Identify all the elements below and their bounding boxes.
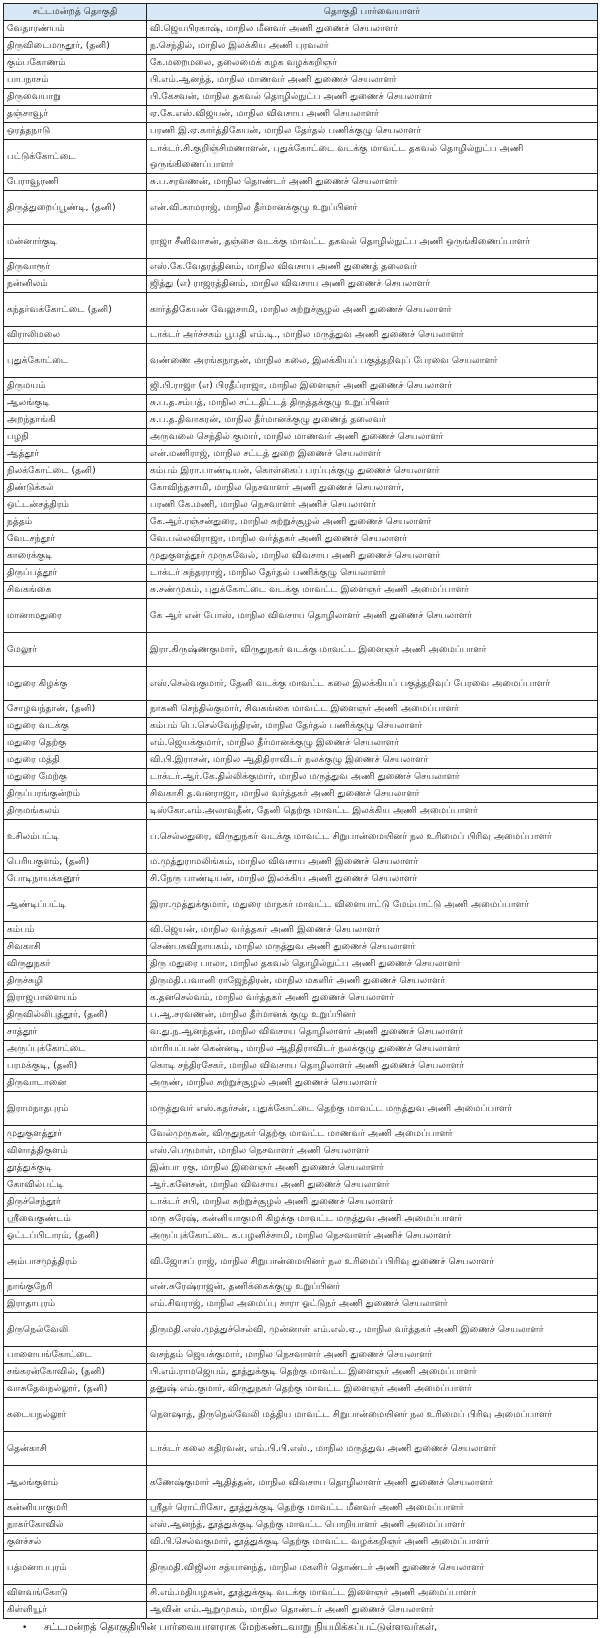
constituency-cell: தஞ்சாவூர் <box>4 106 147 123</box>
footnote-text: சட்டமன்றத் தொகுதியின் பார்வையாளராக மேற்கண்டவாறு நியமிக்கப்பட்டுள்ளவர்கள், <box>44 1622 438 1633</box>
constituency-cell: பாபநாசம் <box>4 72 147 89</box>
constituency-cell: திண்டுக்கல் <box>4 480 147 497</box>
table-row <box>4 531 598 548</box>
constituency-cell: ஆலங்குளம் <box>4 1466 147 1500</box>
table-row <box>4 1347 598 1364</box>
observer-cell: வே.பல்லவிராஜா, மாநில வர்த்தகர் அணி துணைச் செயலாளர் <box>147 531 598 548</box>
table-row <box>4 973 598 990</box>
constituency-cell: ஸ்ரீவைகுண்டம் <box>4 1211 147 1228</box>
constituency-cell: விருதுநகர் <box>4 956 147 973</box>
table-row <box>4 769 598 786</box>
table-row <box>4 123 598 140</box>
table-row <box>4 1177 598 1194</box>
constituency-cell: திருமயம் <box>4 378 147 395</box>
table-row <box>4 1143 598 1160</box>
table-row <box>4 854 598 871</box>
table-row <box>4 1534 598 1551</box>
header-constituency: சட்டமன்றத் தொகுதி <box>4 4 147 21</box>
constituency-cell: முதுகுளத்தூர் <box>4 1126 147 1143</box>
constituency-cell: பட்டுக்கோட்டை <box>4 140 147 174</box>
observer-cell: ஆர்.கனேசன், மாநில விவசாய அணி துணைச் செயலாளர் <box>147 1177 598 1194</box>
constituency-cell: மதுரை மத்தி <box>4 752 147 769</box>
constituency-cell: பெரியகுளம், (தனி) <box>4 854 147 871</box>
table-row <box>4 1432 598 1466</box>
constituency-cell: சிவகங்கை <box>4 582 147 599</box>
constituency-cell: கோவில்பட்டி <box>4 1177 147 1194</box>
observer-cell: இன்பா ரகு, மாநில இளைஞர் அணி துணைச் செயலாளர் <box>147 1160 598 1177</box>
table-row <box>4 1381 598 1398</box>
constituency-cell: நன்னிலம் <box>4 276 147 293</box>
observer-cell: எஸ்.ஆனந்த், தூத்துக்குடி தெற்கு மாவட்ட பொறியாளர் அணி அமைப்பாளர் <box>147 1517 598 1534</box>
observer-cell: என்.வி.காமராஜ், மாநில தீர்மானக்குழு உறுப்பினர் <box>147 191 598 225</box>
observer-cell: வி.ஜெயபிரகாஷ், மாநில மீனவர் அணி துணைச் செயலாளர் <box>147 21 598 38</box>
constituency-cell: பழநி <box>4 429 147 446</box>
observer-cell: கொடி சந்திரசேகர், மாநில விவசாய தொழிலாளர் அணி துணைச் செயலாளர் <box>147 1058 598 1075</box>
observer-cell: அருண், மாநில சுற்றுச்சூழல் அணி துணைச் செயலாளர் <box>147 1075 598 1092</box>
observer-cell: வி.ஜெயன், மாநில வர்த்தகர் அணி இணைச் செயலாளர் <box>147 922 598 939</box>
table-row <box>4 21 598 38</box>
constituency-cell: அருப்புக்கோட்டை <box>4 1041 147 1058</box>
table-row <box>4 1194 598 1211</box>
table-row <box>4 922 598 939</box>
observer-cell: வி.பி.செல்வகுமார், தூத்துக்குடி தெற்கு மாவட்ட வழக்கறிஞர் அணி அமைப்பாளர் <box>147 1534 598 1551</box>
observer-cell: ந.செந்தில், மாநில இலக்கிய அணி புரவலர் <box>147 38 598 55</box>
observer-cell: சி.நேரு பாண்டியன், மாநில இலக்கிய அணி துணைச் செயலாளர் <box>147 871 598 888</box>
table-row <box>4 259 598 276</box>
table-row <box>4 106 598 123</box>
observer-cell: எஸ்.கே.வேதரத்தினம், மாநில விவசாய அணி துணைத் தலைவர் <box>147 259 598 276</box>
constituency-cell: சோழவந்தான், (தனி) <box>4 701 147 718</box>
table-row <box>4 463 598 480</box>
table-row <box>4 89 598 106</box>
table-row <box>4 276 598 293</box>
constituency-cell: புதுக்கோட்டை <box>4 344 147 378</box>
observer-table-document <box>3 3 597 1619</box>
table-row <box>4 1500 598 1517</box>
constituency-cell: அம்பாசமுத்திரம் <box>4 1245 147 1279</box>
observer-cell: கே.மறைமலை, தலைமைக் கழக வழக்கறிஞர் <box>147 55 598 72</box>
constituency-cell: நிலக்கோட்டை (தனி) <box>4 463 147 480</box>
observer-cell: என்.சுரேஷ்ராஜன், தணிக்கைக்குழு உறுப்பினர் <box>147 1279 598 1296</box>
constituency-cell: மதுரை கிழக்கு <box>4 667 147 701</box>
observer-cell: ராஜா சீனிவாசன், தஞ்சை வடக்கு மாவட்ட தகவல் தொழில்நுட்ப அணி ஒருங்கிணைப்பாளர் <box>147 225 598 259</box>
constituency-cell: நத்தம் <box>4 514 147 531</box>
footnote <box>22 1621 592 1635</box>
table-row <box>4 1160 598 1177</box>
observer-table <box>3 3 598 1619</box>
constituency-cell: தென்காசி <box>4 1432 147 1466</box>
constituency-cell: அறந்தாங்கி <box>4 412 147 429</box>
observer-cell: எஸ்.செல்வகுமார், தேனி வடக்கு மாவட்ட கலை இலக்கியப் பகுத்தறிவுப் பேரவை அமைப்பாளர் <box>147 667 598 701</box>
observer-cell: மாரியப்பன் கென்னடி, மாநில ஆதிதிராவிடர் நலக்குழு துணைச் செயலாளர் <box>147 1041 598 1058</box>
table-row <box>4 1058 598 1075</box>
table-row <box>4 191 598 225</box>
observer-cell: வி.பி.இராசன், மாநில ஆதிதிராவிடர் நலக்குழு இணைச் செயலாளர் <box>147 752 598 769</box>
constituency-cell: இராமநாதபுரம் <box>4 1092 147 1126</box>
observer-cell: மருத்துவர் எஸ்.கதர்சன், புதுக்கோட்டை தெற்கு மாவட்ட மருத்துவ அணி அமைப்பாளர் <box>147 1092 598 1126</box>
observer-cell: டாக்டர்.சி.குறிஞ்சிமணாளன், புதுக்கோட்டை வடக்கு மாவட்ட தகவல் தொழில்நுட்ப அணி ஒருங்கிணைப்பாளர் <box>147 140 598 174</box>
constituency-cell: விளாத்திகுளம் <box>4 1143 147 1160</box>
observer-cell: எம்.சிவராஜ், மாநில அமைப்பு சாரா ஓட்டுநர் அணி துணைச் செயலாளர் <box>147 1296 598 1313</box>
table-row <box>4 956 598 973</box>
observer-cell: ப.ஆ.சரவணன், மாநில தீர்மானக் குழு உறுப்பினர் <box>147 1007 598 1024</box>
observer-cell: ஜி.பி.ராஜா (எ) பிரதீப்ராஜா, மாநில இளைஞர் அணி துணைச் செயலாளர் <box>147 378 598 395</box>
observer-cell: சிவகாசி த.வனராஜா, மாநில வர்த்தகர் அணி துணைச் செயலாளர் <box>147 786 598 803</box>
constituency-cell: திருப்பரங்குன்றம் <box>4 786 147 803</box>
observer-cell: எஸ்.பெருமாள், மாநில நெசவாளர் அணி செயலாளர் <box>147 1143 598 1160</box>
constituency-cell: வேடசந்தூர் <box>4 531 147 548</box>
table-row <box>4 55 598 72</box>
observer-cell: சு.சண்முகம், புதுக்கோட்டை வடக்கு மாவட்ட இளைஞர் அணி அமைப்பாளர் <box>147 582 598 599</box>
observer-cell: கே ஆர் என் போஸ், மாநில விவசாய தொழிலாளர் அணி துணைச் செயலாளர் <box>147 599 598 633</box>
table-row <box>4 871 598 888</box>
observer-cell: வேல்முருகன், விருதுநகர் தெற்கு மாவட்ட மாணவர் அணி அமைப்பாளர் <box>147 1126 598 1143</box>
observer-cell: வி.ஜோசப் ராஜ், மாநில சிறுபான்மையினர் நல உரிமைப் பிரிவு துணைச் செயலாளர் <box>147 1245 598 1279</box>
table-row <box>4 565 598 582</box>
table-row <box>4 548 598 565</box>
constituency-cell: திருவிடைமருதூர், (தனி) <box>4 38 147 55</box>
table-body <box>4 21 598 1619</box>
observer-cell: திரு மதுரை பாலா, மாநில தகவல் தொழில்நுட்ப அணி துணைச் செயலாளர் <box>147 956 598 973</box>
table-row <box>4 990 598 1007</box>
table-row <box>4 174 598 191</box>
constituency-cell: நாகர்கோவில் <box>4 1517 147 1534</box>
observer-cell: அருப்புக்கோட்டை க.பழனிச்சாமி, மாநில நெசவாளர் அணிச் செயலாளர் <box>147 1228 598 1245</box>
constituency-cell: சிவகாசி <box>4 939 147 956</box>
table-row <box>4 429 598 446</box>
observer-cell: சு.ப.த.சம்பத், மாநில சட்டதிட்டத் திருத்தக்குழு உறுப்பினர் <box>147 395 598 412</box>
constituency-cell: திருவாடானை <box>4 1075 147 1092</box>
observer-cell: மரு சுரேஷ், கன்னியாகுமரி கிழக்கு மாவட்ட மருத்துவ அணி அமைப்பாளர் <box>147 1211 598 1228</box>
constituency-cell: விராலிமலை <box>4 327 147 344</box>
constituency-cell: சாத்தூர் <box>4 1024 147 1041</box>
observer-cell: வசந்தம் ஜெயக்குமார், மாநில நெசவாளர் அணி துணைச் செயலாளர் <box>147 1347 598 1364</box>
observer-cell: வண்ணை அரங்கநாதன், மாநில கலை, இலக்கியப் பகுத்தறிவுப் பேரவை செயலாளர் <box>147 344 598 378</box>
table-row <box>4 803 598 820</box>
table-row <box>4 735 598 752</box>
constituency-cell: திருத்துறைப்பூண்டி, (தனி) <box>4 191 147 225</box>
constituency-cell: திருமங்கலம் <box>4 803 147 820</box>
constituency-cell: பாளையங்கோட்டை <box>4 1347 147 1364</box>
observer-cell: டாக்டர்.ஆர்.கே.தில்லிக்குமார், மாநில மருத்துவ அணி துணைச் செயலாளர் <box>147 769 598 786</box>
constituency-cell: சங்கரன்கோவில், (தனி) <box>4 1364 147 1381</box>
constituency-cell: மதுரை மேற்கு <box>4 769 147 786</box>
table-row <box>4 1228 598 1245</box>
table-row <box>4 1466 598 1500</box>
constituency-cell: பரமக்குடி, (தனி) <box>4 1058 147 1075</box>
observer-cell: கோவிந்தசாமி, மாநில நெசவாளர் அணி துணைச் செயலாளர், <box>147 480 598 497</box>
observer-cell: சி.எம்.மதியழகன், தூத்துக்குடி வடக்கு மாவட்ட இளைஞர் அணி அமைப்பாளர் <box>147 1585 598 1602</box>
constituency-cell: திருப்பத்தூர் <box>4 565 147 582</box>
constituency-cell: உசிலம்பட்டி <box>4 820 147 854</box>
constituency-cell: தூத்துக்குடி <box>4 1160 147 1177</box>
constituency-cell: திருச்செந்தூர் <box>4 1194 147 1211</box>
table-row <box>4 480 598 497</box>
constituency-cell: நாங்குநேரி <box>4 1279 147 1296</box>
observer-cell: இரா.கிருஷ்ணகுமார், விருதுநகர் வடக்கு மாவட்ட இளைஞர் அணி அமைப்பாளர் <box>147 633 598 667</box>
constituency-cell: ஓட்டப்பிடாரம், (தனி) <box>4 1228 147 1245</box>
observer-cell: பி.எம்.ஆனந்த், மாநில மாணவர் அணி துணைச் செயலாளர் <box>147 72 598 89</box>
constituency-cell: மன்னார்குடி <box>4 225 147 259</box>
constituency-cell: திருவையாறு <box>4 89 147 106</box>
table-row <box>4 888 598 922</box>
table-row <box>4 1551 598 1585</box>
constituency-cell: மேலூர் <box>4 633 147 667</box>
constituency-cell: ஆத்தூர் <box>4 446 147 463</box>
constituency-cell: கடையநல்லூர் <box>4 1398 147 1432</box>
observer-cell: டாக்டர் கலை கதிரவன், எம்.பி.பி.எஸ்., மாநில மருத்துவ அணி துணைச் செயலாளர் <box>147 1432 598 1466</box>
table-row <box>4 225 598 259</box>
table-row <box>4 72 598 89</box>
table-row <box>4 1313 598 1347</box>
observer-cell: செண்பகவிநாயகம், மாநில மருத்துவ அணி துணைச் செயலாளர் <box>147 939 598 956</box>
constituency-cell: கும்பகோணம் <box>4 55 147 72</box>
constituency-cell: பத்மனாபபுரம் <box>4 1551 147 1585</box>
observer-cell: இரா.முத்துக்குமார், மதுரை மாநகர் மாவட்ட விளையாட்டு மேம்பாட்டு அணி அமைப்பாளர் <box>147 888 598 922</box>
constituency-cell: போடிநாயக்கனூர் <box>4 871 147 888</box>
constituency-cell: இராதாபுரம் <box>4 1296 147 1313</box>
observer-cell: திருமதி.எஸ்.முத்துச்செல்வி, முன்னாள் எம்.எல்.ஏ., மாநில வர்த்தகர் அணி இணைச் செயலாளர் <box>147 1313 598 1347</box>
constituency-cell: ஆண்டிப்பட்டி <box>4 888 147 922</box>
constituency-cell: கந்தர்வக்கோட்டை (தனி) <box>4 293 147 327</box>
table-row <box>4 939 598 956</box>
table-row <box>4 412 598 429</box>
table-row <box>4 752 598 769</box>
constituency-cell: இராஜபாளையம் <box>4 990 147 1007</box>
table-row <box>4 667 598 701</box>
observer-cell: வ.து.ந.ஆனந்தன், மாநில விவசாய தொழிலாளர் அணி துணைச் செயலாளர் <box>147 1024 598 1041</box>
bullet-icon: • <box>22 1623 28 1633</box>
constituency-cell: திருவாரூர் <box>4 259 147 276</box>
observer-cell: கார்த்திகேயன் வேலுசாமி, மாநில சுற்றுச்சூழல் அணி துணைச் செயலாளர் <box>147 293 598 327</box>
table-row <box>4 599 598 633</box>
table-row <box>4 1024 598 1041</box>
observer-cell: பரணி இ.ஏ.கார்த்திகேயன், மாநில தேர்தல் பணிக்குழு செயலாளர் <box>147 123 598 140</box>
observer-cell: சு.ப.த.திவாகரன், மாநில தீர்மானக்குழு துணைத் தலைவர் <box>147 412 598 429</box>
table-row <box>4 786 598 803</box>
observer-cell: பி.எம்.ராமஜெயம், தூத்துக்குடி தெற்கு மாவட்ட இளைஞர் அணி அமைப்பாளர் <box>147 1364 598 1381</box>
table-row <box>4 140 598 174</box>
observer-cell: கே.ஆர்.ரஞ்சன்துரை, மாநில சுற்றுச்சூழல் அணி துணைச் செயலாளர் <box>147 514 598 531</box>
table-row <box>4 1398 598 1432</box>
table-row <box>4 1007 598 1024</box>
table-row <box>4 582 598 599</box>
table-row <box>4 497 598 514</box>
table-row <box>4 395 598 412</box>
header-observer: தொகுதி பார்வையாளர் <box>147 4 598 21</box>
constituency-cell: கிள்ளியூர் <box>4 1602 147 1619</box>
table-row <box>4 718 598 735</box>
observer-cell: சு.ப.சரவணன், மாநில தொண்டர் அணி துணைச் செயலாளர் <box>147 174 598 191</box>
constituency-cell: ஒட்டன்சத்திரம் <box>4 497 147 514</box>
observer-cell: கம்பம் பெ.செல்வேந்திரன், மாநில தேர்தல் பணிக்குழு செயலாளர் <box>147 718 598 735</box>
table-row <box>4 1092 598 1126</box>
observer-cell: தனுஷ் எம்.குமார், விருதுநகர் தெற்கு மாவட்ட இளைஞர் அணி அமைப்பாளர் <box>147 1381 598 1398</box>
constituency-cell: ஆலங்குடி <box>4 395 147 412</box>
constituency-cell: ஒரத்தநாடு <box>4 123 147 140</box>
table-row <box>4 1245 598 1279</box>
observer-cell: பரணி கே.மணி, மாநில நெசவாளர் அணிச் செயலாளர் <box>147 497 598 514</box>
constituency-cell: குளச்சல் <box>4 1534 147 1551</box>
observer-cell: நாகனி செந்தில்குமார், சிவகங்கை மாவட்ட இளைஞர் அணி அமைப்பாளர் <box>147 701 598 718</box>
table-row <box>4 820 598 854</box>
constituency-cell: கன்னியாகுமரி <box>4 1500 147 1517</box>
table-row <box>4 701 598 718</box>
table-row <box>4 1075 598 1092</box>
table-row <box>4 446 598 463</box>
table-row <box>4 1296 598 1313</box>
table-header-row <box>4 4 598 21</box>
constituency-cell: வாசுதேவநல்லூர், (தனி) <box>4 1381 147 1398</box>
table-row <box>4 633 598 667</box>
table-row <box>4 1585 598 1602</box>
table-row <box>4 1126 598 1143</box>
observer-cell: அருவலை செந்தில் குமார், மாநில மாணவர் அணி துணைச் செயலாளர் <box>147 429 598 446</box>
observer-cell: முதுகுளத்தூர் முருகவேல், மாநில விவசாய அணி துணைச் செயலாளர் <box>147 548 598 565</box>
observer-cell: ஸ்ரீதர் ரொட்ரிகோ, தூத்துக்குடி தெற்கு மாவட்ட மீனவர் அணி அமைப்பாளர் <box>147 1500 598 1517</box>
constituency-cell: மதுரை தெற்கு <box>4 735 147 752</box>
observer-cell: கணேஷ்குமார் ஆதித்தன், மாநில விவசாய தொழிலாளர் அணி துணைச் செயலாளர் <box>147 1466 598 1500</box>
table-row <box>4 1517 598 1534</box>
table-row <box>4 514 598 531</box>
table-row <box>4 38 598 55</box>
observer-cell: ப.செல்லதுரை, விருதுநகர் வடக்கு மாவட்ட சிறுபான்மையினர் நல உரிமைப் பிரிவு அமைப்பாளர் <box>147 820 598 854</box>
observer-cell: திருமதி.பவானி ராஜேந்திரன், மாநில மகளிர் அணி துணைச் செயலாளர் <box>147 973 598 990</box>
constituency-cell: கம்பம் <box>4 922 147 939</box>
table-row <box>4 1211 598 1228</box>
observer-cell: டிஸ்கோ.எம்.அலாவுதீன், தேனி தெற்கு மாவட்ட இலக்கிய அணி அமைப்பாளர் <box>147 803 598 820</box>
observer-cell: திருமதி.விஜிலா சத்யானந்த், மாநில மகளிர் தொண்டர் அணி துணைச் செயலாளர் <box>147 1551 598 1585</box>
constituency-cell: வேதாரண்யம் <box>4 21 147 38</box>
table-row <box>4 1364 598 1381</box>
observer-cell: க.தனசெல்வம், மாநில வர்த்தகர் அணி துணைச் செயலாளர் <box>147 990 598 1007</box>
table-row <box>4 1041 598 1058</box>
constituency-cell: மதுரை வடக்கு <box>4 718 147 735</box>
constituency-cell: திருச்சுழி <box>4 973 147 990</box>
constituency-cell: பேராவூரணி <box>4 174 147 191</box>
observer-cell: நௌஷாத், திருநெல்வேலி மத்திய மாவட்ட சிறுபான்மையினர் நல உரிமைப் பிரிவு அமைப்பாளர் <box>147 1398 598 1432</box>
observer-cell: ஜித்து (எ) ராஜரத்தினம், மாநில விவசாய அணி துணைச் செயலாளர் <box>147 276 598 293</box>
observer-cell: டாக்டர் அர்ச்சகம் பூபதி எம்.டி., மாநில மருத்துவ அணி துணைச் செயலாளர் <box>147 327 598 344</box>
observer-cell: ம.முத்துராமலிங்கம், மாநில விவசாய அணி இணைச் செயலாளர் <box>147 854 598 871</box>
observer-cell: எம்.ஜெயக்குமார், மாநில தீர்மானக்குழு இணைச் செயலாளர் <box>147 735 598 752</box>
constituency-cell: மானாமதுரை <box>4 599 147 633</box>
observer-cell: கம்பம் இரா.பாண்டியன், கொள்கைப் பரப்புக்குழு துணைச் செயலாளர் <box>147 463 598 480</box>
table-row <box>4 378 598 395</box>
observer-cell: ஏ.கே.எஸ்.விஜயன், மாநில விவசாய அணி செயலாளர் <box>147 106 598 123</box>
table-row <box>4 344 598 378</box>
observer-cell: பி.கேசவன், மாநில தகவல் தொழில்நுட்ப அணி துணைச் செயலாளர் <box>147 89 598 106</box>
table-row <box>4 1602 598 1619</box>
table-row <box>4 327 598 344</box>
constituency-cell: காரைக்குடி <box>4 548 147 565</box>
table-row <box>4 293 598 327</box>
observer-cell: ஆவின் எம்.ஆறுமுகம், மாநில தொண்டர் அணி துணைச் செயலாளர் <box>147 1602 598 1619</box>
observer-cell: என்.மணிராஜ், மாநில சட்டத் துறை இணைச் செயலாளர் <box>147 446 598 463</box>
observer-cell: டாக்டர் சபி, மாநில சுற்றுச்சூழல் அணி துணைச் செயலாளர் <box>147 1194 598 1211</box>
observer-cell: டாக்டர் சுந்தரராஜ், மாநில தேர்தல் பணிக்குழு செயலாளர் <box>147 565 598 582</box>
constituency-cell: விளவங்கோடு <box>4 1585 147 1602</box>
constituency-cell: திருவில்லிபுத்தூர், (தனி) <box>4 1007 147 1024</box>
constituency-cell: திருநெல்வேலி <box>4 1313 147 1347</box>
table-row <box>4 1279 598 1296</box>
